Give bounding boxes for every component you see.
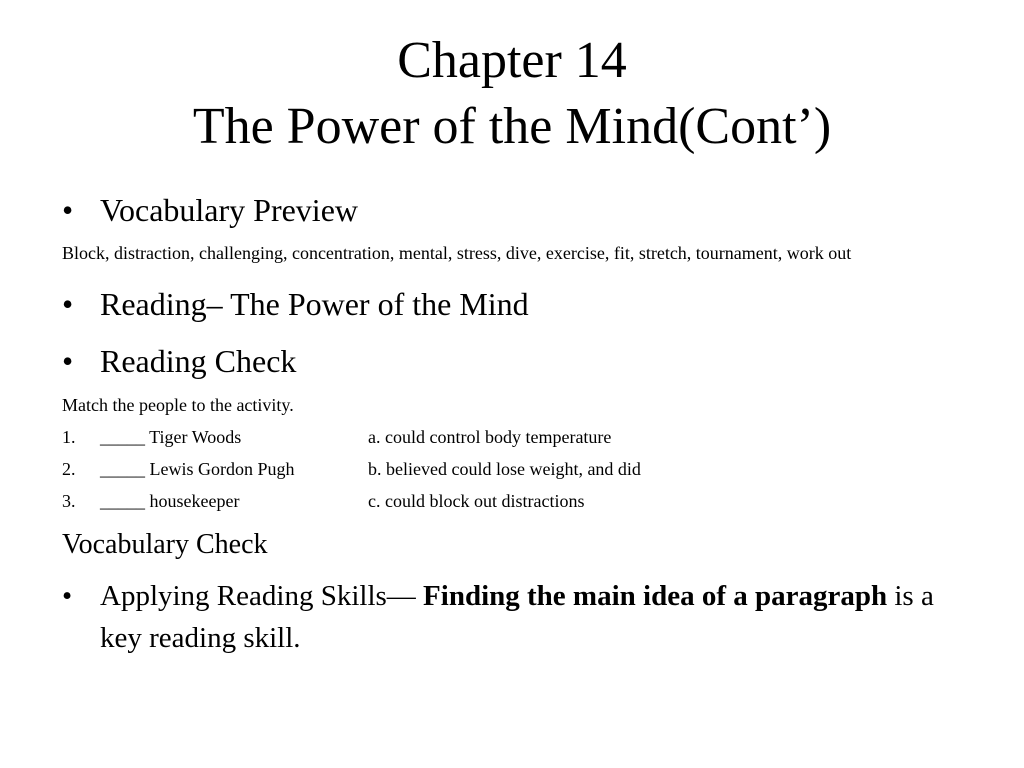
matching-list <box>62 421 962 517</box>
reading-heading: Reading– The Power of the Mind <box>100 286 529 322</box>
bullet-icon: • <box>62 343 74 379</box>
reading-check-heading: Reading Check <box>100 343 297 379</box>
title-chapter: Chapter 14 <box>397 32 627 89</box>
applying-lead-text: Applying Reading Skills— <box>100 580 424 612</box>
applying-tail-text: is a key reading skill. <box>100 580 934 654</box>
slide-content <box>62 190 962 659</box>
title-subtitle: The Power of the Mind(Cont’) <box>192 98 832 155</box>
applying-bold-text: Finding the main idea of a paragraph <box>423 580 888 612</box>
item-activity: c. could block out distractions <box>368 491 585 511</box>
item-person: _____ Tiger Woods <box>100 427 242 447</box>
bullet-applying-reading-skills <box>62 575 962 659</box>
list-item <box>62 421 962 453</box>
vocabulary-word-list: Block, distraction, challenging, concentration, mental, stress, dive, exercise, fit, stretch, tournament, work out <box>62 243 852 263</box>
bullet-icon: • <box>62 192 74 228</box>
reading-check-instruction: Match the people to the activity. <box>62 395 294 415</box>
item-activity: b. believed could lose weight, and did <box>368 459 641 479</box>
vocabulary-preview-heading: Vocabulary Preview <box>100 192 358 228</box>
list-item <box>62 453 962 485</box>
item-person: _____ housekeeper <box>100 491 240 511</box>
bullet-vocabulary-preview <box>62 190 962 230</box>
bullet-reading-check <box>62 341 962 381</box>
bullet-icon: • <box>62 580 73 612</box>
bullet-icon: • <box>62 286 74 322</box>
item-number: 1. <box>62 427 76 447</box>
vocabulary-check-heading: Vocabulary Check <box>62 529 268 560</box>
slide-title <box>0 28 1024 160</box>
item-activity: a. could control body temperature <box>368 427 612 447</box>
list-item <box>62 485 962 517</box>
item-number: 2. <box>62 459 76 479</box>
item-person: _____ Lewis Gordon Pugh <box>100 459 295 479</box>
bullet-reading <box>62 284 962 324</box>
item-number: 3. <box>62 491 76 511</box>
